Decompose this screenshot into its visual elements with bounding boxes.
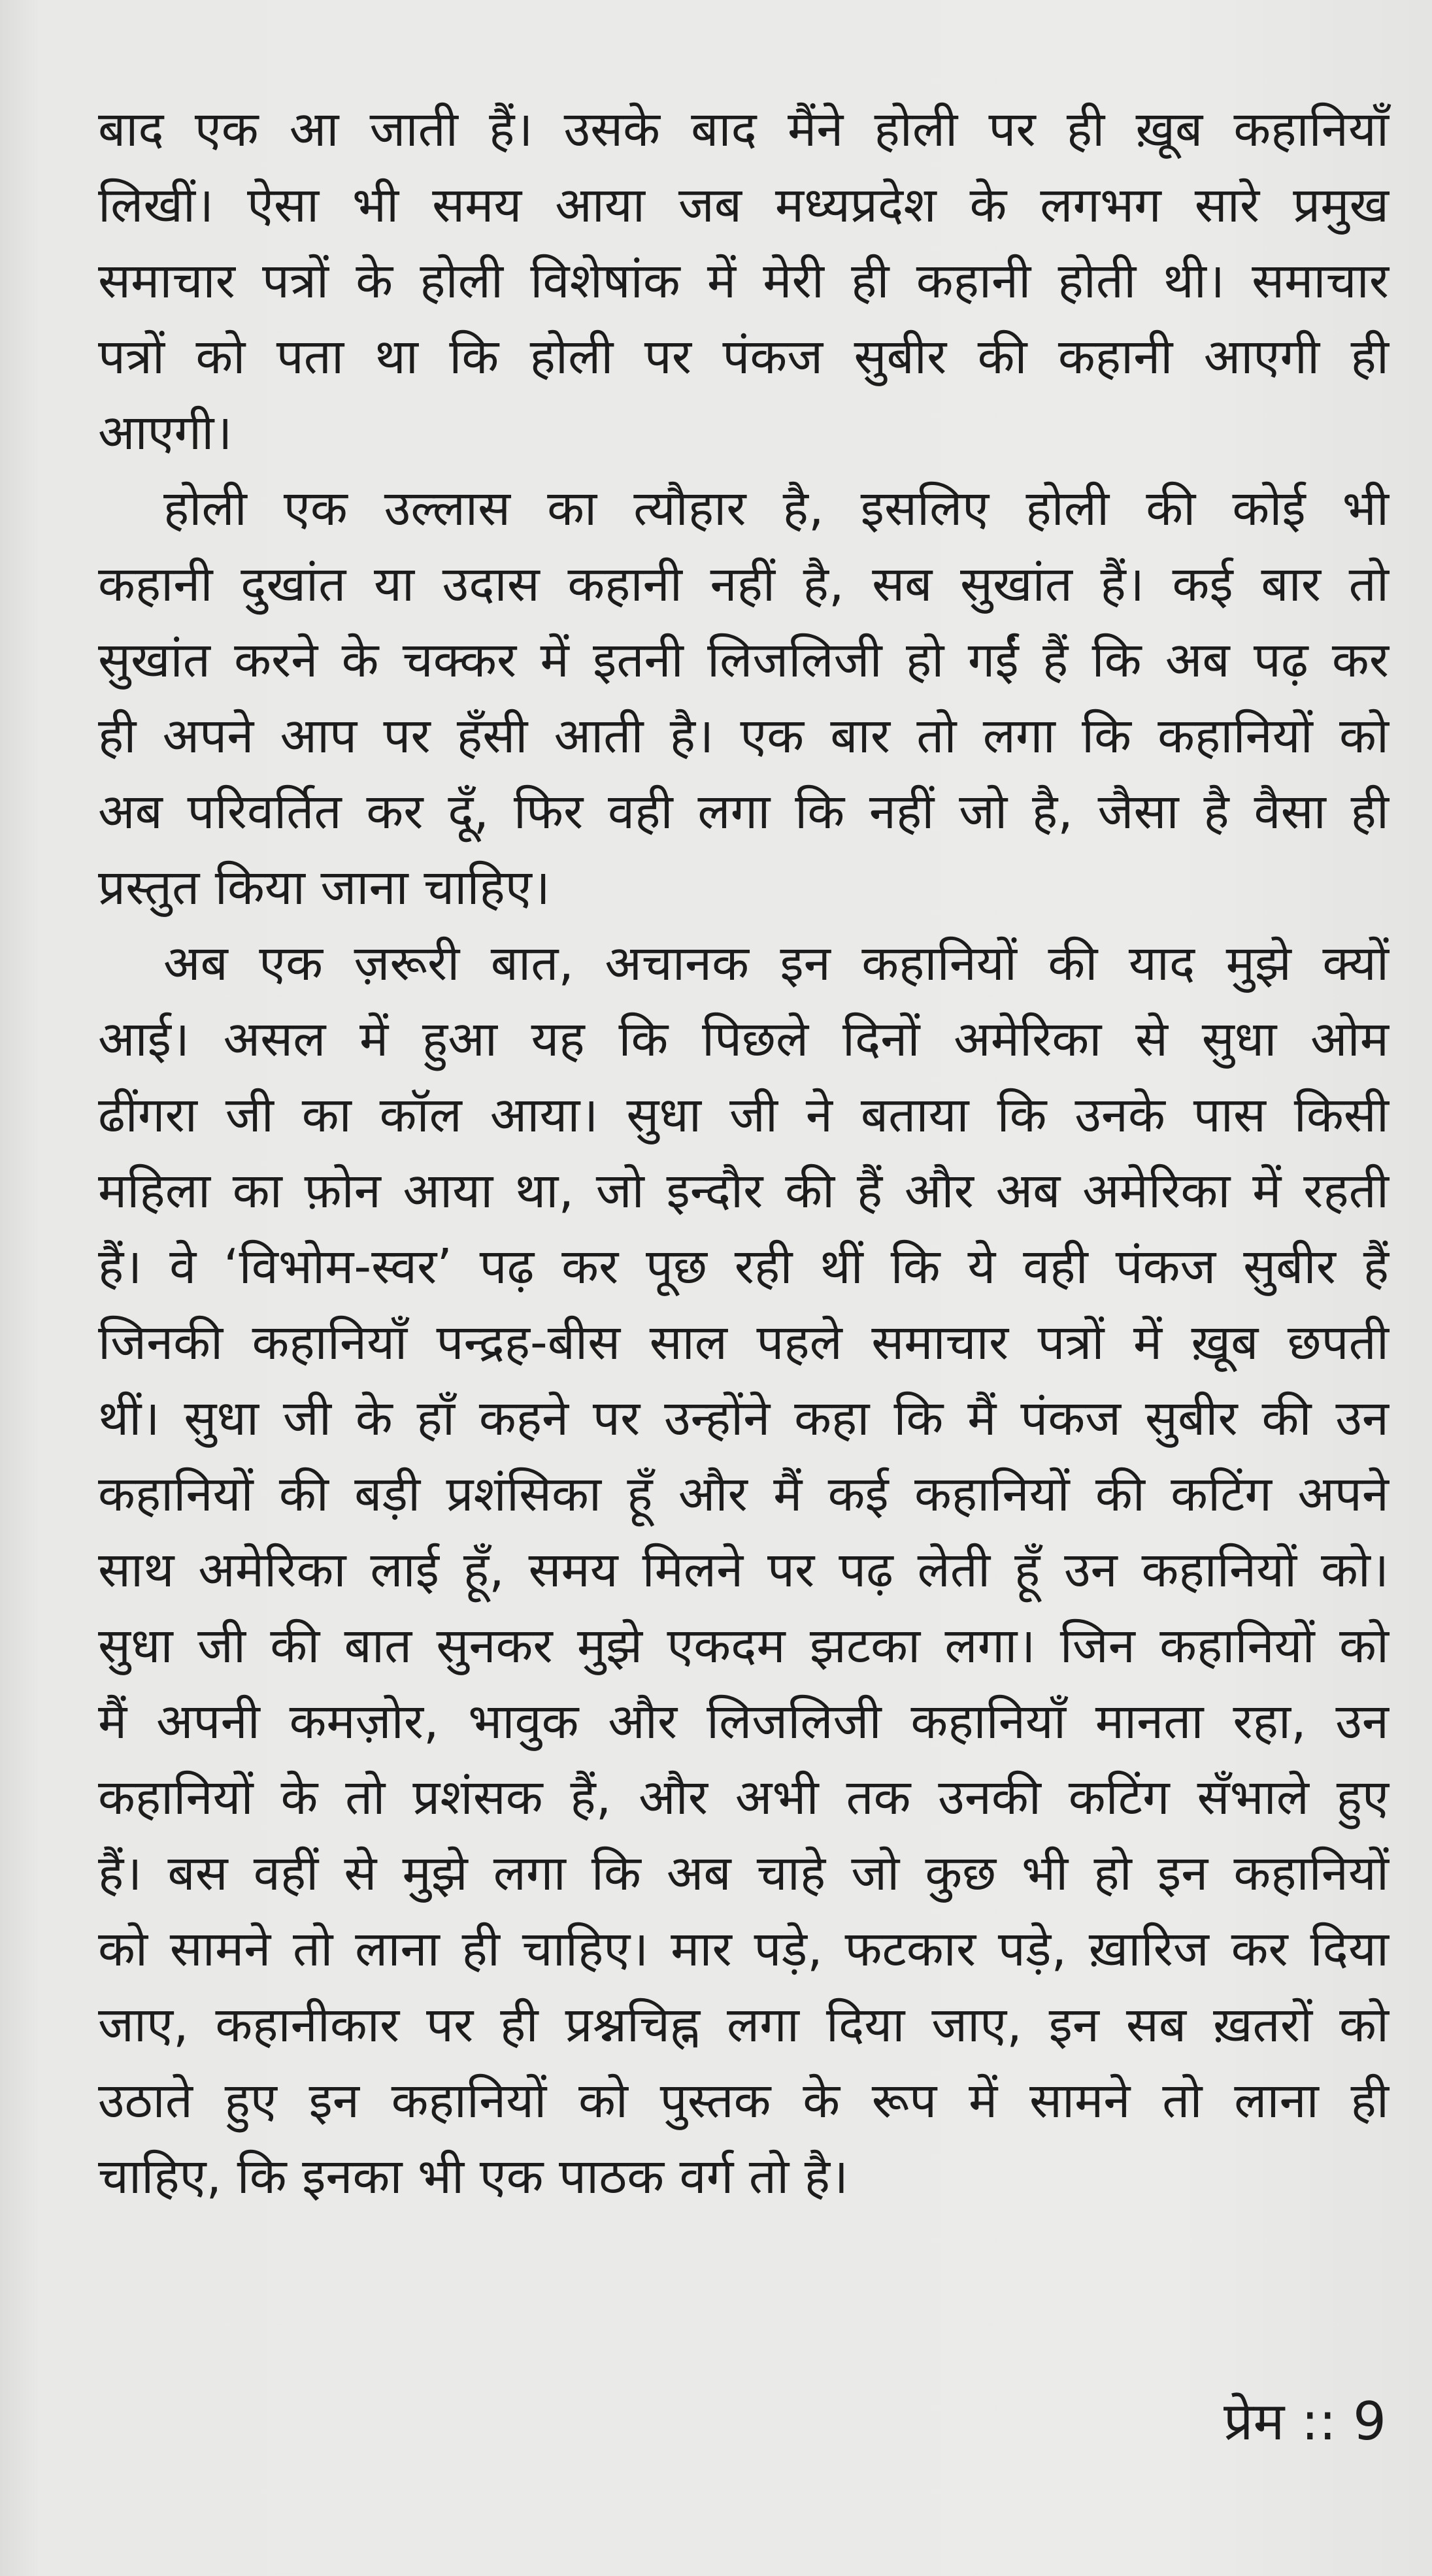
text-line: थीं। सुधा जी के हाँ कहने पर उन्होंने कहा कि मैं पंकज सुबीर की उन (98, 1390, 1389, 1447)
text-line: ढींगरा जी का कॉल आया। सुधा जी ने बताया कि उनके पास किसी (98, 1087, 1389, 1143)
text-line: अब एक ज़रूरी बात, अचानक इन कहानियों की याद मुझे क्यों (163, 935, 1389, 992)
text-line: हैं। वे ‘विभोम-स्वर’ पढ़ कर पूछ रही थीं कि ये वही पंकज सुबीर हैं (98, 1239, 1389, 1295)
text-line: जाए, कहानीकार पर ही प्रश्नचिह्न लगा दिया जाए, इन सब ख़तरों को (98, 1997, 1389, 2053)
text-line: आई। असल में हुआ यह कि पिछले दिनों अमेरिका से सुधा ओम (98, 1011, 1389, 1067)
text-line: पत्रों को पता था कि होली पर पंकज सुबीर की कहानी आएगी ही (98, 329, 1389, 385)
text-line: कहानियों की बड़ी प्रशंसिका हूँ और मैं कई कहानियों की कटिंग अपने (98, 1466, 1389, 1522)
text-line: उठाते हुए इन कहानियों को पुस्तक के रूप में सामने तो लाना ही (98, 2073, 1389, 2129)
text-line: कहानियों के तो प्रशंसक हैं, और अभी तक उनकी कटिंग सँभाले हुए (98, 1769, 1389, 1826)
text-line: साथ अमेरिका लाई हूँ, समय मिलने पर पढ़ लेती हूँ उन कहानियों को। (98, 1542, 1389, 1598)
text-line: समाचार पत्रों के होली विशेषांक में मेरी ही कहानी होती थी। समाचार (98, 253, 1389, 309)
text-line: बाद एक आ जाती हैं। उसके बाद मैंने होली पर ही ख़ूब कहानियाँ (98, 101, 1389, 158)
text-line: चाहिए, कि इनका भी एक पाठक वर्ग तो है। (98, 2149, 849, 2205)
text-line: आएगी। (98, 405, 233, 461)
paragraph (98, 926, 1389, 2215)
text-line: मैं अपनी कमज़ोर, भावुक और लिजलिजी कहानियाँ मानता रहा, उन (98, 1694, 1389, 1750)
body-text (98, 92, 1389, 2215)
text-line: जिनकी कहानियाँ पन्द्रह-बीस साल पहले समाचार पत्रों में ख़ूब छपती (98, 1314, 1389, 1371)
text-line: सुखांत करने के चक्कर में इतनी लिजलिजी हो गईं हैं कि अब पढ़ कर (98, 632, 1389, 688)
page-footer-running-head: प्रेम :: 9 (1223, 2391, 1386, 2452)
text-line: ही अपने आप पर हँसी आती है। एक बार तो लगा कि कहानियों को (98, 708, 1389, 764)
paragraph (98, 471, 1389, 926)
text-line: को सामने तो लाना ही चाहिए। मार पड़े, फटकार पड़े, ख़ारिज कर दिया (98, 1921, 1389, 1977)
text-line: होली एक उल्लास का त्यौहार है, इसलिए होली की कोई भी (163, 480, 1389, 537)
text-line: कहानी दुखांत या उदास कहानी नहीं है, सब सुखांत हैं। कई बार तो (98, 556, 1389, 612)
text-line: अब परिवर्तित कर दूँ, फिर वही लगा कि नहीं जो है, जैसा है वैसा ही (98, 784, 1389, 840)
paragraph (98, 92, 1389, 471)
text-line: महिला का फ़ोन आया था, जो इन्दौर की हैं और अब अमेरिका में रहती (98, 1163, 1389, 1219)
text-line: लिखीं। ऐसा भी समय आया जब मध्यप्रदेश के लगभग सारे प्रमुख (98, 177, 1389, 233)
text-line: सुधा जी की बात सुनकर मुझे एकदम झटका लगा। जिन कहानियों को (98, 1618, 1389, 1674)
text-line: हैं। बस वहीं से मुझे लगा कि अब चाहे जो कुछ भी हो इन कहानियों (98, 1845, 1389, 1901)
text-line: प्रस्तुत किया जाना चाहिए। (98, 860, 550, 916)
